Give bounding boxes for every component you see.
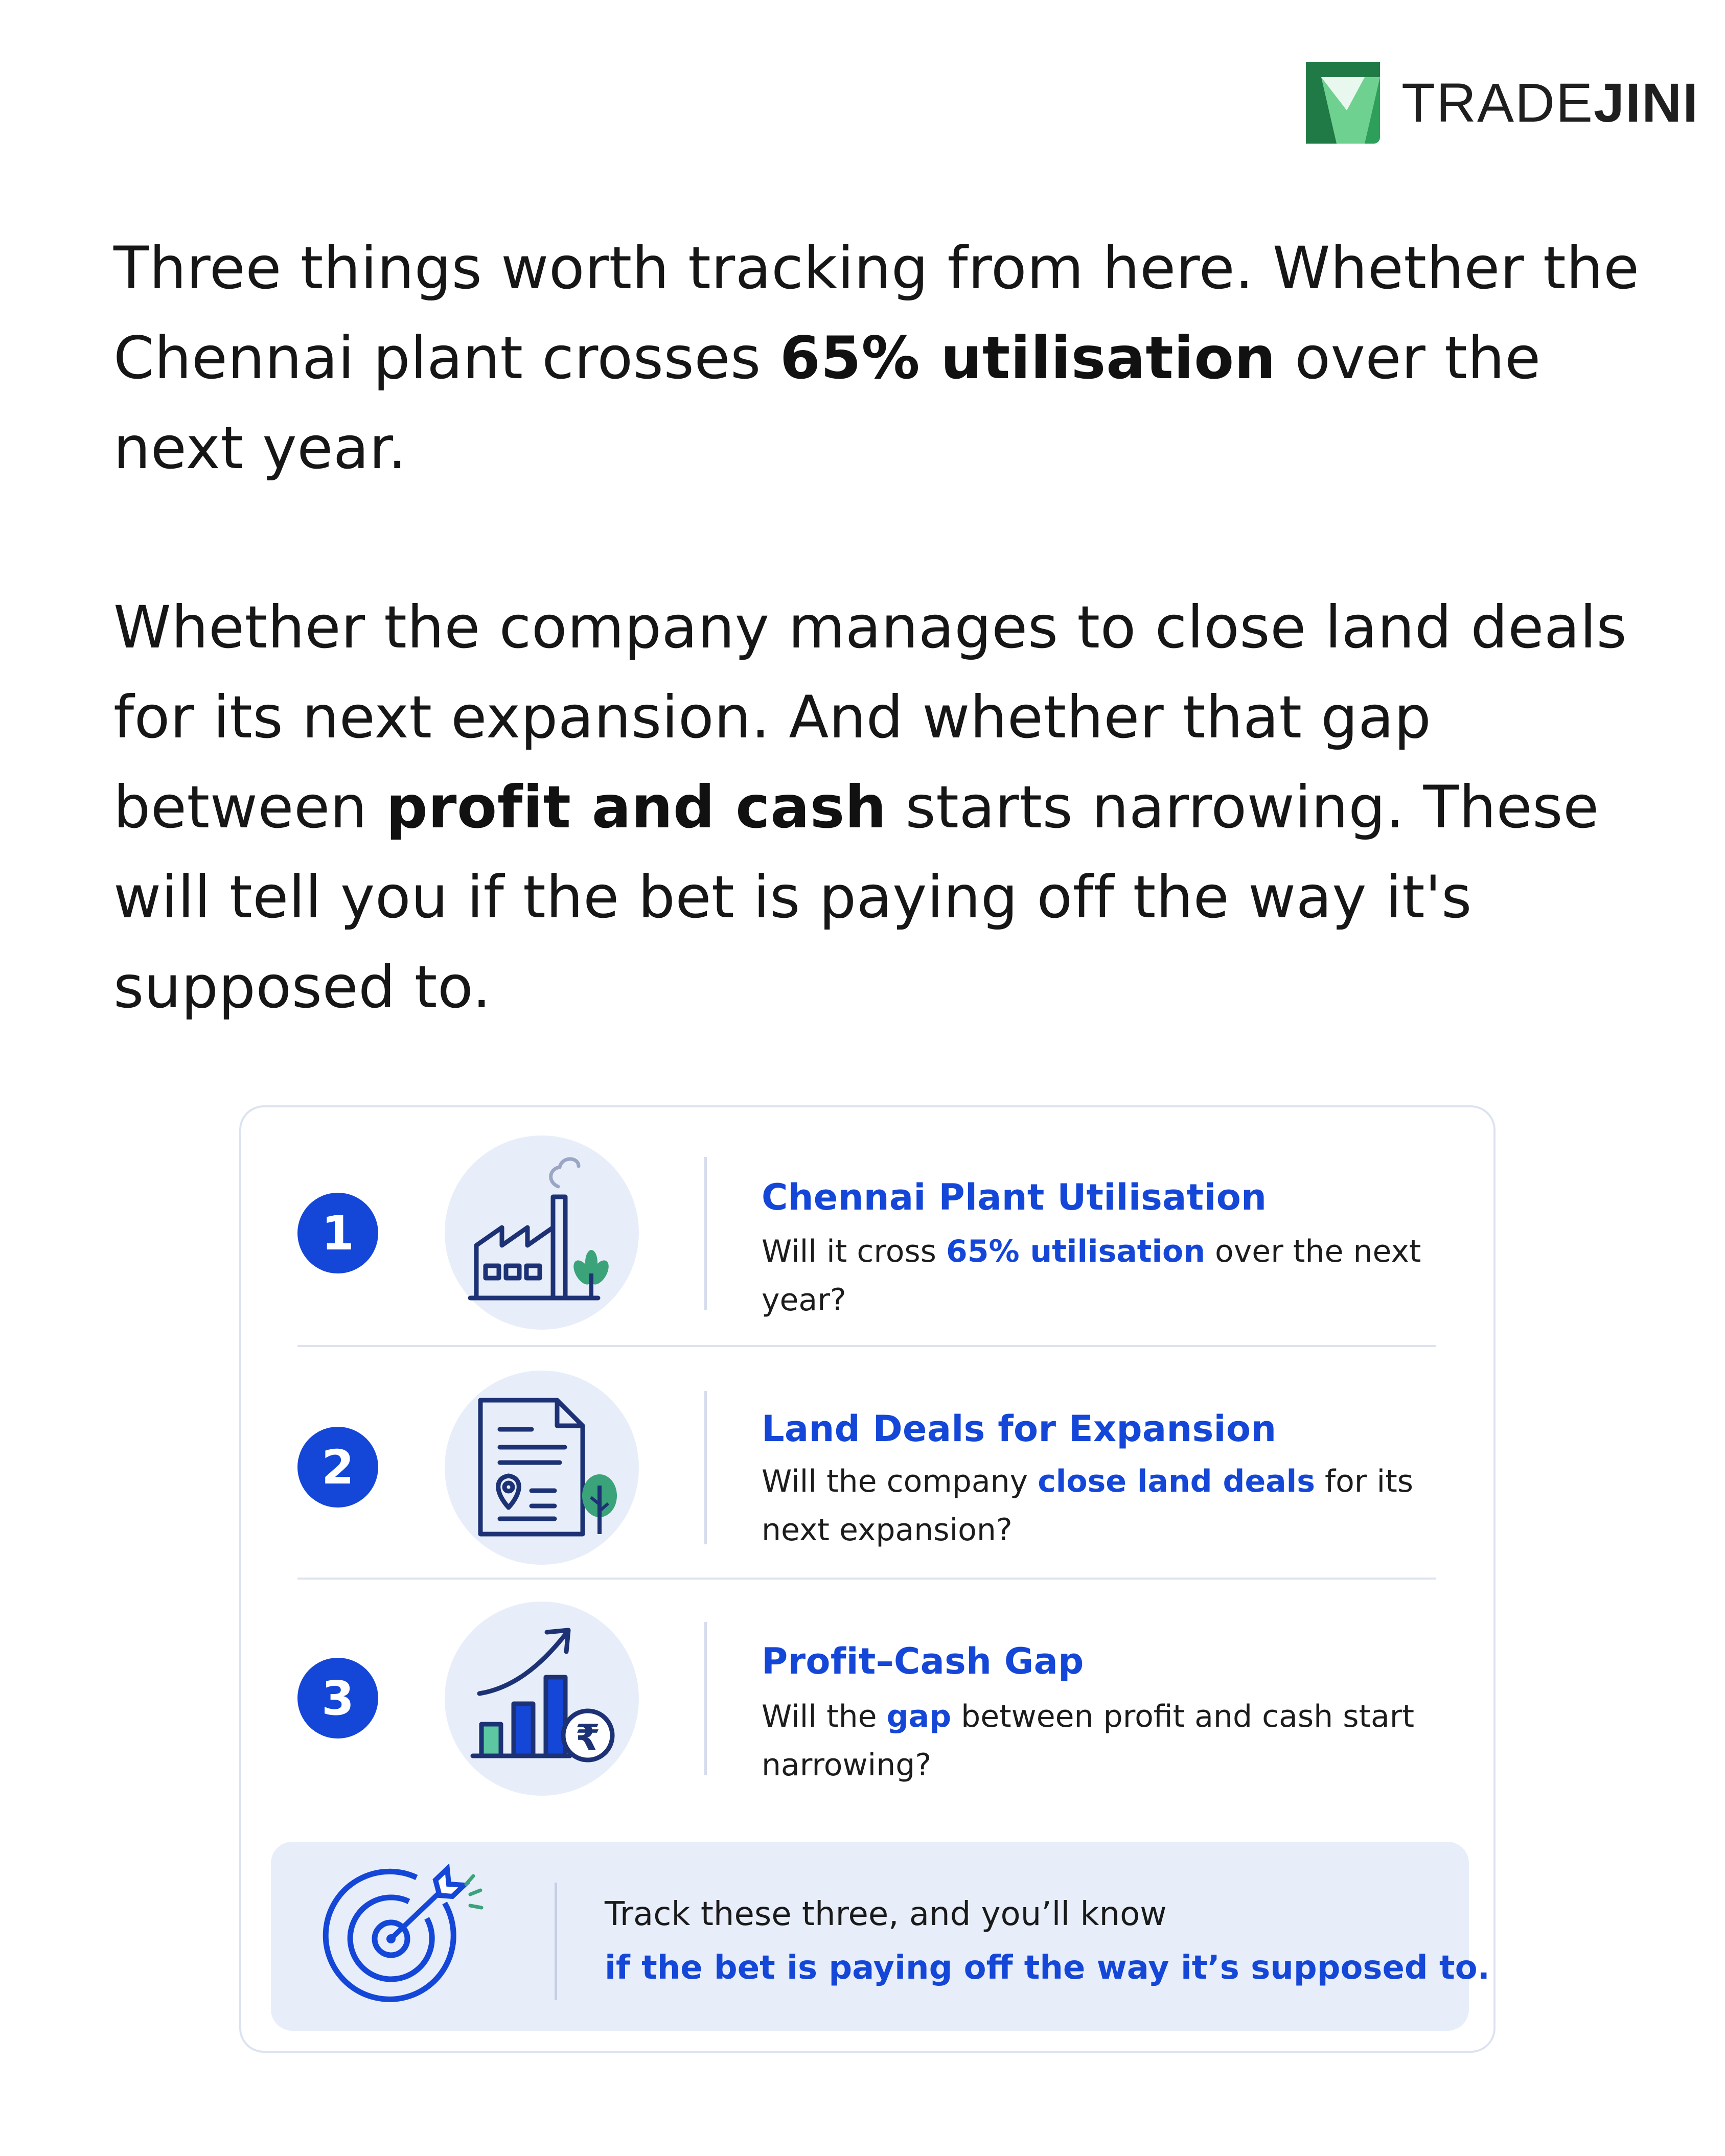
summary-line-2: if the bet is paying off the way it’s supposed to. (605, 1949, 1490, 1987)
desc-text-b: over the next year? (762, 1234, 1421, 1318)
item-description (762, 1693, 1446, 1790)
intro-p2-text-a: Whether the company manages to close land deals for its next expansion. And whether that gap between (113, 593, 1627, 841)
land-document-icon (445, 1371, 639, 1565)
target-icon (322, 1854, 496, 2018)
item-description (762, 1457, 1446, 1555)
item-number-badge: 1 (297, 1193, 378, 1273)
item-title: Land Deals for Expansion (762, 1408, 1277, 1450)
item-number-badge: 3 (297, 1658, 378, 1738)
intro-p2-text-b: starts narrowing. These will tell you if the bet is paying off the way it's supposed to. (113, 773, 1599, 1021)
tracking-item-1 (241, 1130, 1493, 1335)
intro-paragraph-2 (113, 583, 1647, 1032)
summary-divider (555, 1883, 557, 2000)
tradejini-logo-icon (1306, 62, 1380, 144)
desc-highlight: close land deals (1038, 1464, 1315, 1499)
summary-panel (271, 1842, 1490, 2031)
item-number-badge: 2 (297, 1427, 378, 1508)
row-separator (297, 1345, 1436, 1347)
desc-text-a: Will the (762, 1699, 887, 1734)
svg-text:₹: ₹ (575, 1717, 601, 1758)
tracking-card (239, 1105, 1496, 2053)
desc-text-b: between profit and cash start narrowing? (762, 1699, 1414, 1783)
row-divider-vertical (704, 1157, 707, 1310)
intro-paragraph-1 (113, 223, 1647, 493)
growth-chart-rupee-icon (445, 1602, 639, 1796)
intro-p1-text-a: Three things worth tracking from here. Whether the Chennai plant crosses (113, 234, 1640, 392)
tracking-item-3 (241, 1595, 1493, 1800)
row-separator (297, 1578, 1436, 1580)
desc-text-b: for its next expansion? (762, 1464, 1414, 1548)
land-document-icon-circle (445, 1371, 639, 1565)
desc-text-a: Will the company (762, 1464, 1038, 1499)
intro-p2-bold: profit and cash (386, 773, 887, 841)
desc-text-a: Will it cross (762, 1234, 946, 1269)
tradejini-logo (1306, 60, 1699, 145)
row-divider-vertical (704, 1391, 707, 1544)
item-title: Profit–Cash Gap (762, 1640, 1084, 1682)
desc-highlight: gap (886, 1699, 952, 1734)
tracking-item-2 (241, 1363, 1493, 1567)
growth-chart-icon-circle (445, 1602, 639, 1796)
item-description (762, 1227, 1446, 1325)
row-divider-vertical (704, 1622, 707, 1775)
intro-p1-bold: 65% utilisation (779, 324, 1276, 392)
factory-icon-circle (445, 1135, 639, 1330)
intro-p1-text-b: over the next year. (113, 324, 1541, 482)
factory-icon (445, 1135, 639, 1330)
item-title: Chennai Plant Utilisation (762, 1176, 1267, 1218)
brand-name-light: TRADE (1401, 71, 1594, 133)
brand-name-bold: JINI (1594, 71, 1699, 133)
desc-highlight: 65% utilisation (946, 1234, 1205, 1269)
summary-line-1: Track these three, and you’ll know (605, 1895, 1167, 1933)
brand-name (1401, 71, 1699, 133)
